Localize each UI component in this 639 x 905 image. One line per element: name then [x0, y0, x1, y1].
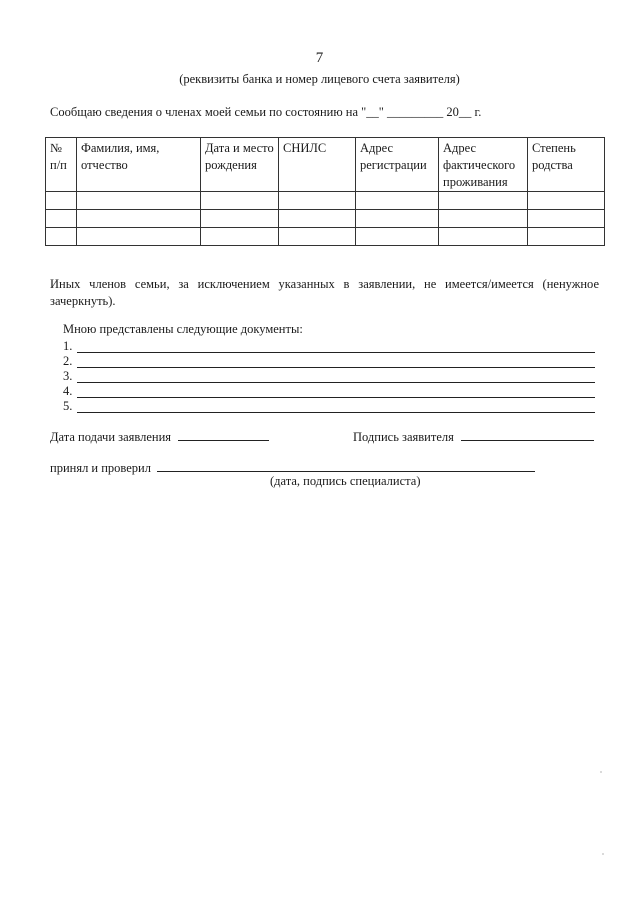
document-line-number: 4. [63, 384, 73, 398]
page-number: 7 [315, 50, 324, 66]
table-cell[interactable] [356, 228, 439, 246]
other-family-members-statement: Иных членов семьи, за исключением указанных в заявлении, не имеется/имеется (ненужное зачеркнуть). [50, 277, 599, 308]
column-header-relationship: Степень родства [528, 138, 605, 192]
table-row [46, 228, 605, 246]
application-date-row [50, 429, 269, 445]
table-header-row [46, 138, 605, 192]
table-cell[interactable] [201, 228, 279, 246]
accepted-checked-label: принял и проверил [50, 461, 151, 475]
table-cell[interactable] [279, 210, 356, 228]
table-cell[interactable] [46, 228, 77, 246]
column-header-snils: СНИЛС [279, 138, 356, 192]
table-cell[interactable] [279, 228, 356, 246]
specialist-signature-caption: (дата, подпись специалиста) [270, 474, 421, 488]
document-line-number: 2. [63, 354, 73, 368]
table-cell[interactable] [279, 192, 356, 210]
column-header-full-name: Фамилия, имя, отчество [77, 138, 201, 192]
family-intro-text: Сообщаю сведения о членах моей семьи по состоянию на "__" _________ 20__ г. [50, 105, 482, 119]
column-header-number: № п/п [46, 138, 77, 192]
specialist-signature-blank[interactable] [157, 460, 535, 472]
document-line-number: 5. [63, 399, 73, 413]
table-cell[interactable] [356, 192, 439, 210]
table-row [46, 210, 605, 228]
document-blank-line [77, 367, 595, 368]
document-line-5[interactable] [63, 399, 595, 415]
table-cell[interactable] [439, 228, 528, 246]
table-cell[interactable] [46, 192, 77, 210]
table-row [46, 192, 605, 210]
document-line-4[interactable] [63, 384, 595, 400]
table-cell[interactable] [528, 192, 605, 210]
family-members-table [45, 137, 605, 246]
document-line-number: 3. [63, 369, 73, 383]
application-date-blank[interactable] [178, 429, 269, 441]
column-header-actual-address: Адрес фактического проживания [439, 138, 528, 192]
applicant-signature-label: Подпись заявителя [353, 430, 454, 444]
document-line-number: 1. [63, 339, 73, 353]
document-blank-line [77, 412, 595, 413]
column-header-registration-address: Адрес регистрации [356, 138, 439, 192]
table-cell[interactable] [201, 210, 279, 228]
applicant-signature-row [353, 429, 594, 445]
document-line-3[interactable] [63, 369, 595, 385]
documents-heading: Мною представлены следующие документы: [63, 322, 303, 336]
table-cell[interactable] [439, 192, 528, 210]
document-blank-line [77, 352, 595, 353]
table-cell[interactable] [528, 210, 605, 228]
table-cell[interactable] [356, 210, 439, 228]
document-line-1[interactable] [63, 339, 595, 355]
scan-speck [600, 771, 602, 773]
application-date-label: Дата подачи заявления [50, 430, 172, 444]
table-cell[interactable] [77, 228, 201, 246]
document-blank-line [77, 397, 595, 398]
table-cell[interactable] [528, 228, 605, 246]
column-header-birth: Дата и место рождения [201, 138, 279, 192]
table-cell[interactable] [46, 210, 77, 228]
bank-details-caption: (реквизиты банка и номер лицевого счета заявителя) [179, 72, 460, 86]
applicant-signature-blank[interactable] [461, 429, 594, 441]
table-cell[interactable] [77, 192, 201, 210]
table-cell[interactable] [77, 210, 201, 228]
table-cell[interactable] [201, 192, 279, 210]
table-cell[interactable] [439, 210, 528, 228]
document-line-2[interactable] [63, 354, 595, 370]
document-blank-line [77, 382, 595, 383]
scan-speck [602, 853, 604, 855]
